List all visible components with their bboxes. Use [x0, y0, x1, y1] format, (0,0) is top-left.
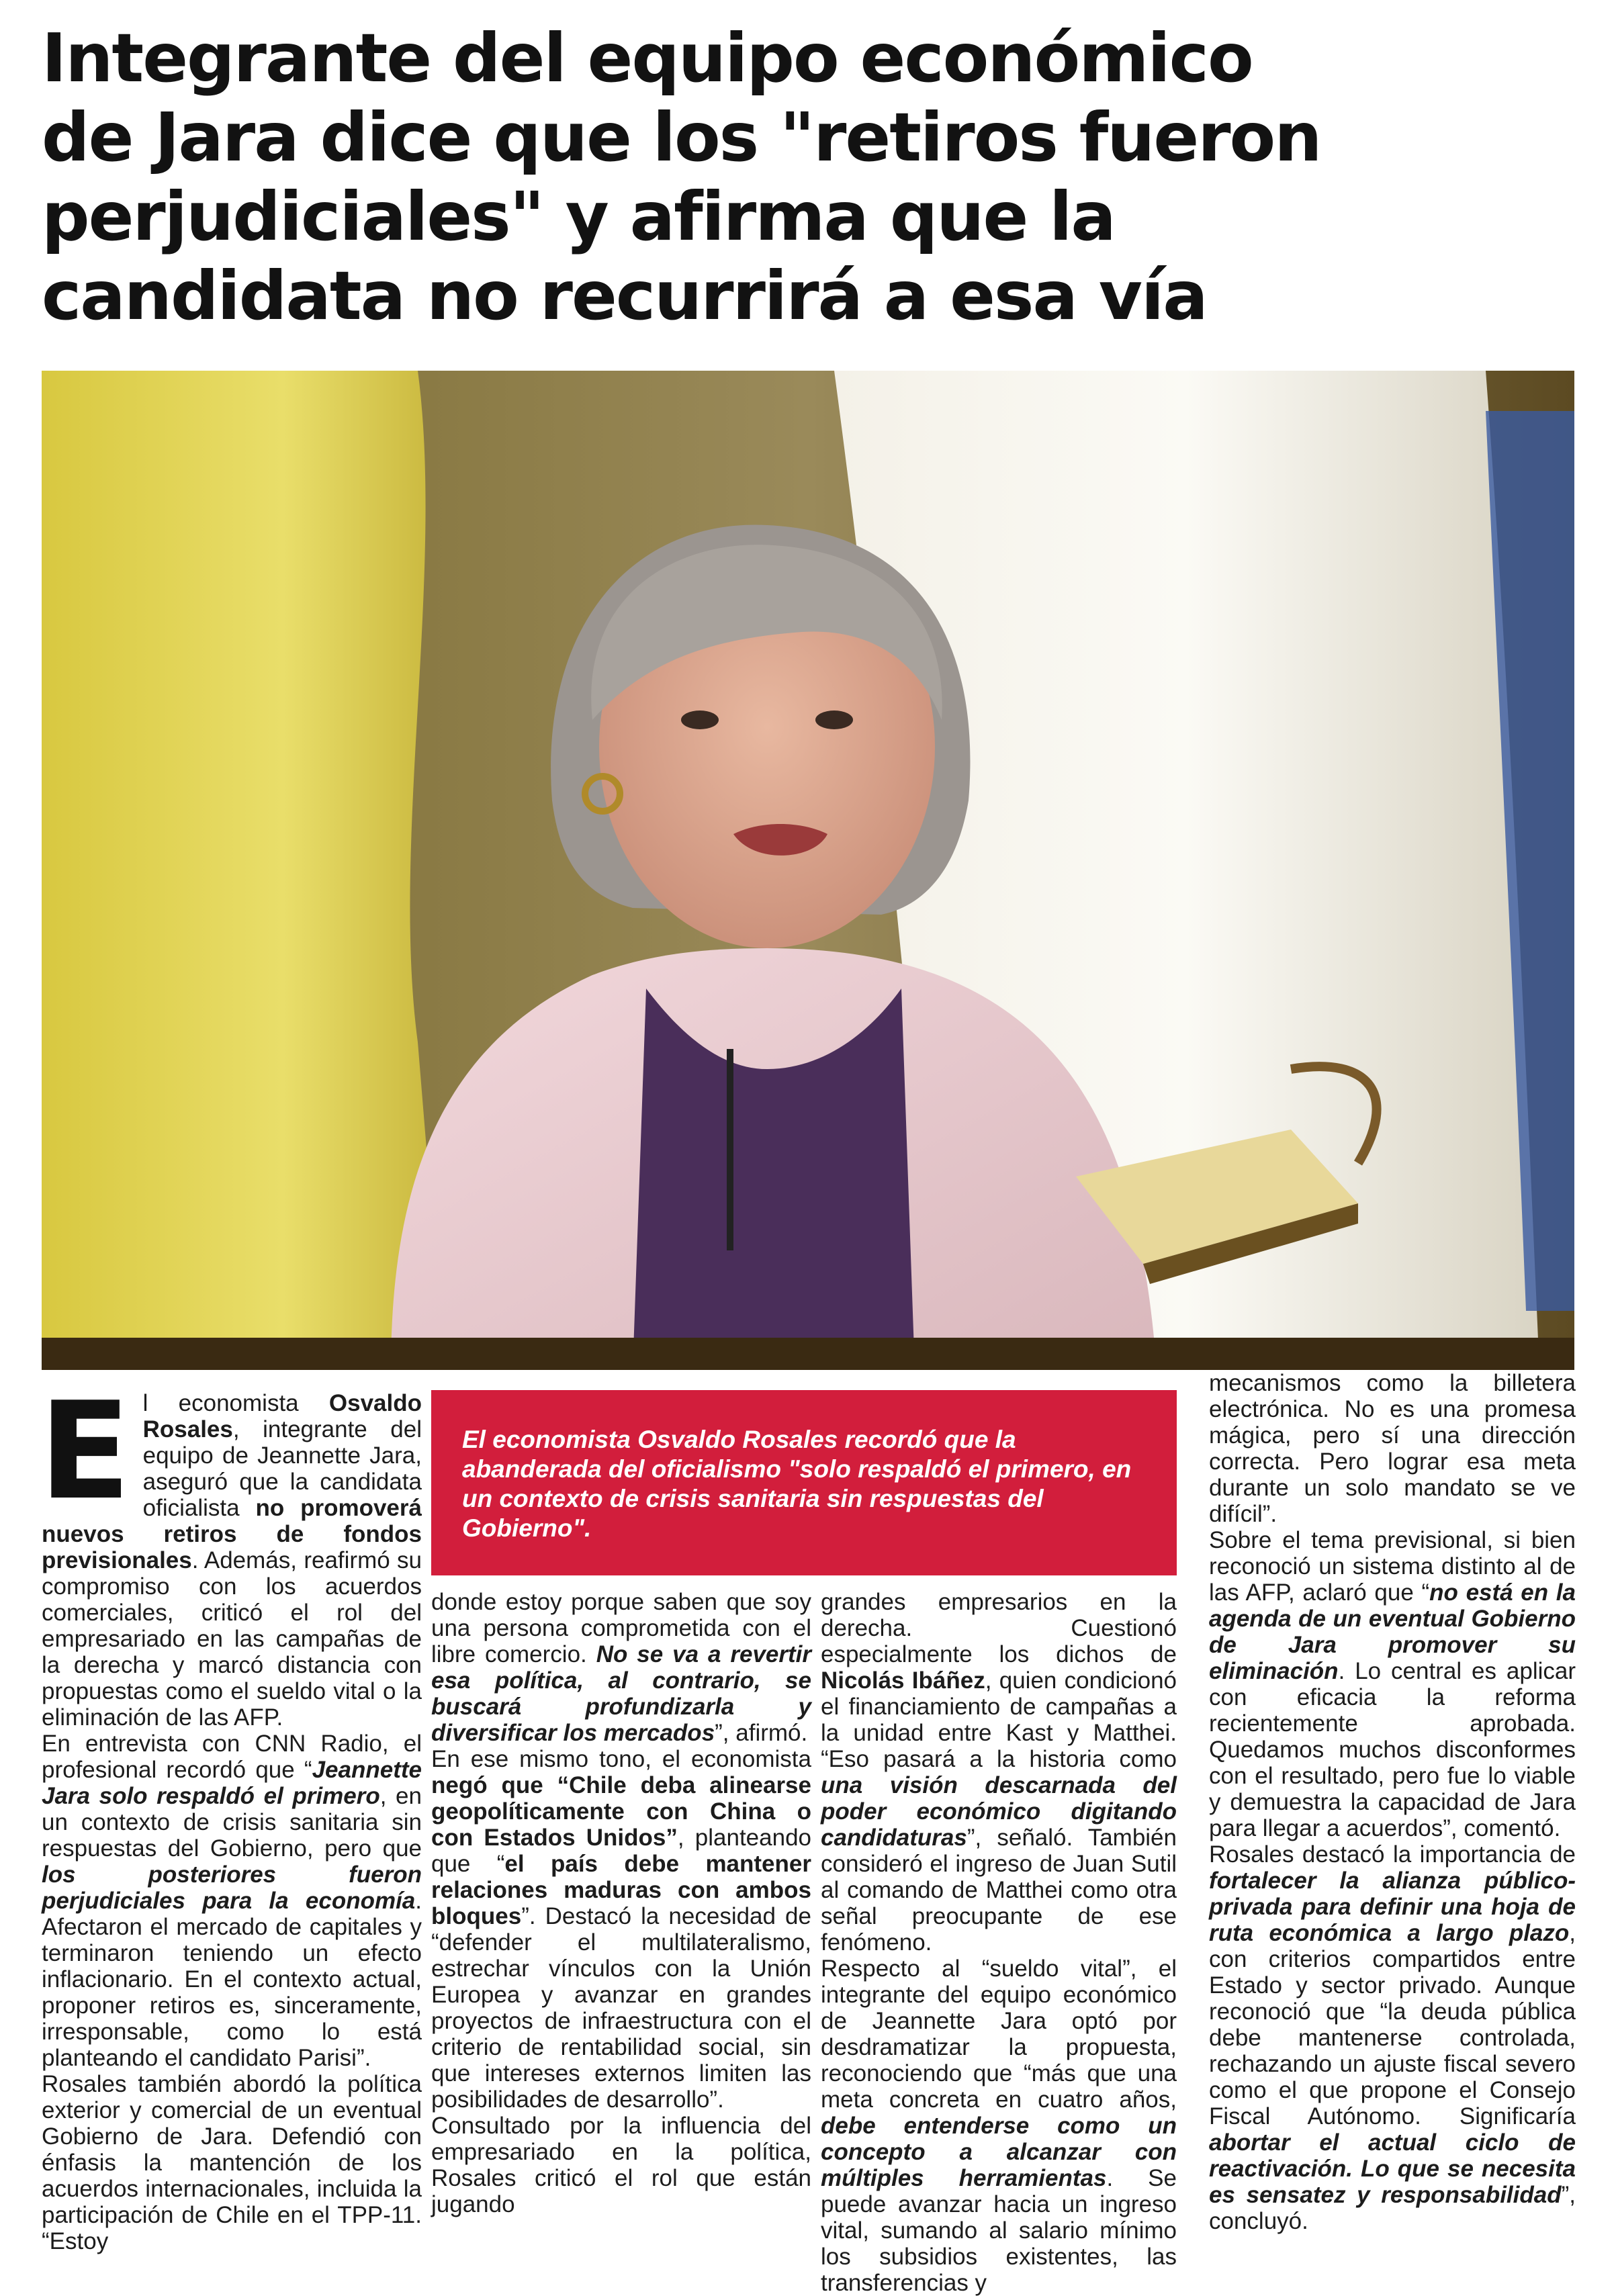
pullquote-text: El economista Osvaldo Rosales recordó que la abanderada del oficialismo "solo respaldó el primero, en un contexto de crisis sanitaria sin respuestas del Gobierno". [462, 1426, 1132, 1542]
article-paragraph: Sobre el tema previsional, si bien reconoció un sistema distinto al de las AFP, aclaró que “no está en la agenda de un eventual Gobierno de Jara promover su eliminación. Lo central es aplicar con eficacia la reforma recientemente aprobada. Quedamos muchos disconformes con el resultado, pero fue lo viable y demuestra la capacidad de Jara para llegar a acuerdos”, comentó. [1209, 1527, 1576, 1841]
article-paragraph: Rosales también abordó la política exterior y comercial de un eventual Gobierno de Jara. Defendió con énfasis la mantención de los acuerdos internacionales, incluida la participación de Chile en el TPP-11. “Estoy [42, 2071, 422, 2254]
article-photo [42, 371, 1574, 1370]
headline-line: de Jara dice que los "retiros fueron [42, 98, 1321, 177]
article-paragraph: Rosales destacó la importancia de fortalecer la alianza público-privada para definir una hoja de ruta económica a largo plazo, con criterios compartidos entre Estado y sector privado. Aunque reconoció que “la deuda pública debe mantenerse controlada, rechazando un ajuste fiscal severo como el que propone el Consejo Fiscal Autónomo. Significaría abortar el actual ciclo de reactivación. Lo que se necesita es sensatez y responsabilidad”, concluyó. [1209, 1841, 1576, 2234]
article-paragraph: donde estoy porque saben que soy una persona comprometida con el libre comercio. No se va a revertir esa política, al contrario, se buscará profundizarla y diversificar los mercados”, afirmó. [431, 1589, 812, 1746]
headline-line: perjudiciales" y afirma que la [42, 177, 1115, 256]
headline-line: Integrante del equipo económico [42, 19, 1253, 97]
article-column-4 [1209, 1370, 1576, 2234]
article-column-1 [39, 1373, 422, 2254]
article-paragraph: Respecto al “sueldo vital”, el integrante del equipo económico de Jeannette Jara optó por desdramatizar la propuesta, reconociendo que “más que una meta concreta en cuatro años, debe entenderse como un concepto a alcanzar con múltiples herramientas. Se puede avanzar hacia un ingreso vital, sumando al salario mínimo los subsidios existentes, las transferencias y [821, 1956, 1177, 2296]
article-paragraph: grandes empresarios en la derecha. Cuestionó especialmente los dichos de Nicolás Ibáñez, quien condicionó el financiamiento de campañas a la unidad entre Kast y Matthei. “Eso pasará a la historia como una visión descarnada del poder económico digitando candidaturas”, señaló. También consideró el ingreso de Juan Sutil al comando de Matthei como otra señal preocupante de ese fenómeno. [821, 1589, 1177, 1956]
article-paragraph: El economista Osvaldo Rosales, integrante del equipo de Jeannette Jara, aseguró que la candidata oficialista no promoverá nuevos retiros de fondos previsionales. Además, reafirmó su compromiso con los acuerdos comerciales, criticó el rol del empresariado en las campañas de la derecha y marcó distancia con propuestas como el sueldo vital o la eliminación de las AFP. [39, 1373, 422, 1731]
headline-line: candidata no recurrirá a esa vía [42, 257, 1207, 335]
article-column-2 [431, 1589, 812, 2217]
article-paragraph: En entrevista con CNN Radio, el profesional recordó que “Jeannette Jara solo respaldó el primero, en un contexto de crisis sanitaria sin respuestas del Gobierno, pero que los posteriores fueron perjudiciales para la economía. Afectaron el mercado de capitales y terminaron teniendo un efecto inflacionario. En el contexto actual, proponer retiros es, sinceramente, irresponsable, como lo está planteando el candidato Parisi”. [42, 1731, 422, 2071]
article-column-3 [821, 1589, 1177, 2296]
article-paragraph: mecanismos como la billetera electrónica. No es una promesa mágica, pero sí una dirección correcta. Pero lograr esa meta durante un solo mandato se ve difícil”. [1209, 1370, 1576, 1527]
pullquote-box [431, 1390, 1177, 1575]
drop-cap: E [39, 1373, 131, 1530]
headline [42, 19, 1586, 336]
article-paragraph: En ese mismo tono, el economista negó que “Chile deba alinearse geopolíticamente con China o con Estados Unidos”, planteando que “el país debe mantener relaciones maduras con ambos bloques”. Destacó la necesidad de “defender el multilateralismo, estrechar vínculos con la Unión Europea y avanzar en grandes proyectos de infraestructura con el criterio de rentabilidad social, sin que intereses externos limiten las posibilidades de desarrollo”. [431, 1746, 811, 2113]
article-paragraph: Consultado por la influencia del empresariado en la política, Rosales criticó el rol que están jugando [431, 2113, 811, 2217]
